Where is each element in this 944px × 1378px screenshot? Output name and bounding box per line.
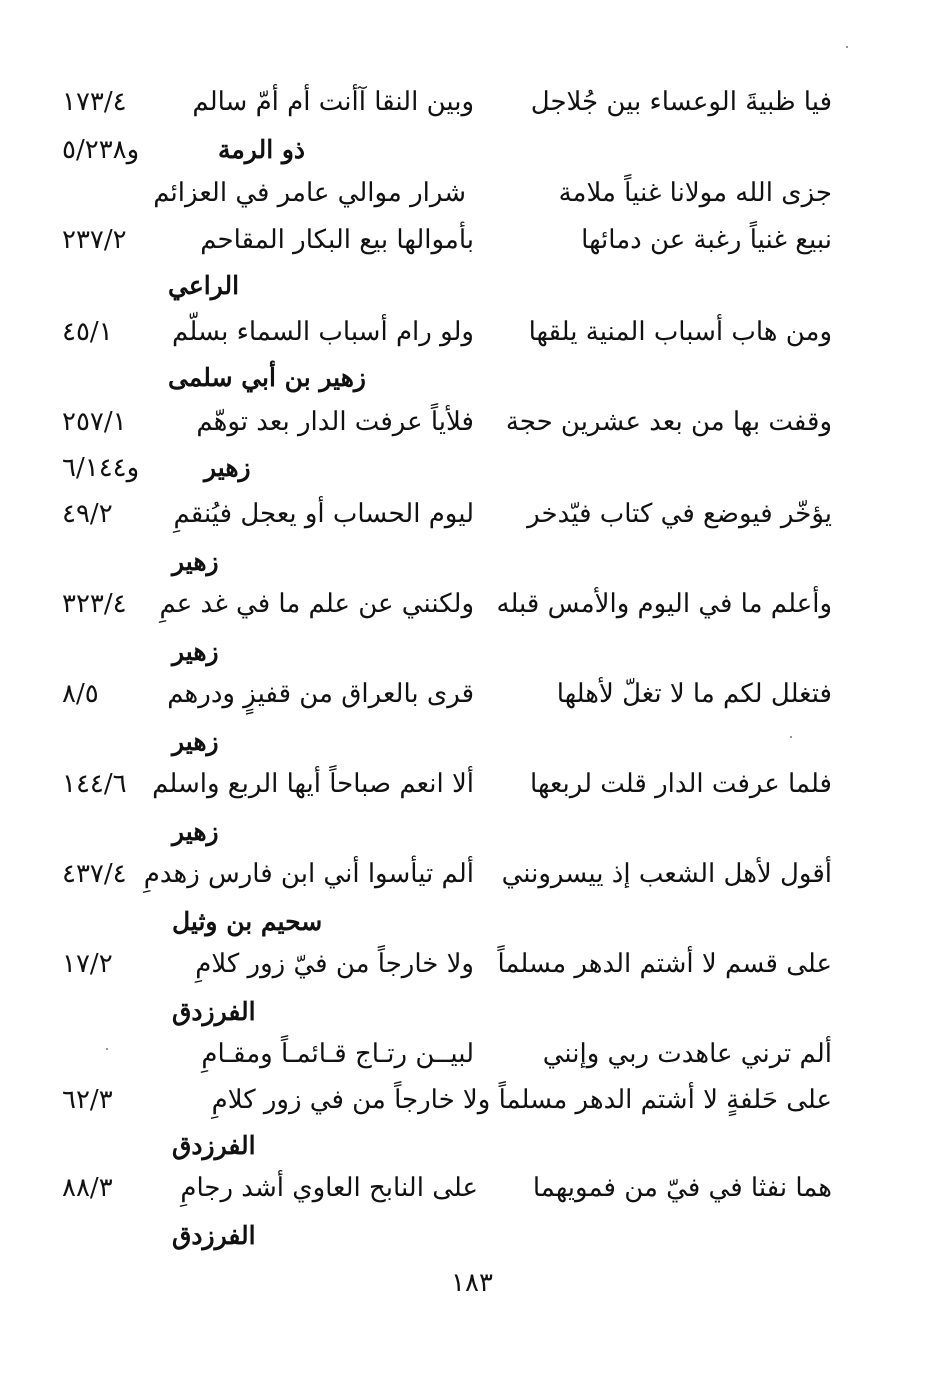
verse-line bbox=[0, 756, 944, 812]
poet-name: زهير bbox=[172, 817, 219, 846]
volume-page-reference: ٢٥٧/١ bbox=[62, 407, 127, 437]
hemistich-second: ألا انعم صباحاً أيها الربع واسلم bbox=[152, 769, 474, 799]
hemistich-second: ألم تيأسوا أني ابن فارس زهدمِ bbox=[143, 859, 474, 889]
hemistich-second: ولو رام أسباب السماء بسلّم bbox=[172, 317, 474, 347]
volume-page-reference: ٤٣٧/٤ bbox=[62, 859, 127, 889]
hemistich-first: على حَلفةٍ لا أشتم الدهر مسلماً ولا خارجاً من في زور كلامِ bbox=[211, 1085, 832, 1115]
verse-line bbox=[0, 304, 944, 360]
volume-page-reference: و٥/٢٣٨ bbox=[62, 135, 140, 165]
verse-line bbox=[0, 936, 944, 992]
hemistich-first: هما نفثا في فيّ من فمويهما bbox=[532, 1173, 832, 1203]
poet-name: زهير bbox=[172, 547, 219, 576]
poet-name: زهير bbox=[172, 727, 219, 756]
speck-mark bbox=[846, 46, 848, 48]
hemistich-second: على النابح العاوي أشد رجامِ bbox=[180, 1173, 478, 1203]
hemistich-first: جزى الله مولانا غنياً ملامة bbox=[558, 178, 832, 208]
volume-page-reference: ٨/٥ bbox=[62, 679, 99, 709]
hemistich-second: لبيــن رتـاج قـائمـاً ومقـامِ bbox=[201, 1039, 474, 1069]
poet-name: الفرزدق bbox=[172, 1131, 256, 1160]
volume-page-reference: ٨٨/٣ bbox=[62, 1173, 113, 1203]
verse-line bbox=[0, 576, 944, 632]
poet-name: ذو الرمة bbox=[218, 135, 306, 164]
volume-page-reference: ١٧٣/٤ bbox=[62, 87, 127, 117]
verse-line bbox=[0, 1072, 944, 1128]
poet-name: الفرزدق bbox=[172, 997, 256, 1026]
verse-line bbox=[0, 666, 944, 722]
volume-page-reference: ١٧/٢ bbox=[62, 949, 113, 979]
hemistich-first: وقفت بها من بعد عشرين حجة bbox=[505, 407, 832, 437]
poet-name: سحيم بن وثيل bbox=[172, 907, 323, 936]
hemistich-first: أقول لأهل الشعب إذ ييسرونني bbox=[501, 859, 832, 889]
volume-page-reference: ٦٢/٣ bbox=[62, 1085, 113, 1115]
hemistich-first: على قسم لا أشتم الدهر مسلماً bbox=[497, 949, 832, 979]
speck-mark bbox=[106, 1048, 108, 1050]
verse-line bbox=[0, 1160, 944, 1216]
poet-name: زهير bbox=[172, 637, 219, 666]
volume-page-reference: و٦/١٤٤ bbox=[62, 453, 140, 483]
volume-page-reference: ٣٢٣/٤ bbox=[62, 589, 127, 619]
hemistich-second: شرار موالي عامر في العزائم bbox=[153, 178, 466, 208]
hemistich-second: قرى بالعراق من قفيزٍ ودرهم bbox=[167, 679, 474, 709]
hemistich-second: ولا خارجاً من فيّ زور كلامِ bbox=[195, 949, 474, 979]
poet-name: زهير بن أبي سلمى bbox=[168, 363, 366, 392]
hemistich-second: ليوم الحساب أو يعجل فيُنقمِ bbox=[173, 499, 474, 529]
hemistich-first: ومن هاب أسباب المنية يلقها bbox=[528, 317, 832, 347]
hemistich-first: نبيع غنياً رغبة عن دمائها bbox=[581, 225, 832, 255]
poet-line bbox=[0, 446, 944, 490]
hemistich-first: فلما عرفت الدار قلت لربعها bbox=[530, 769, 832, 799]
speck-mark bbox=[790, 736, 792, 738]
hemistich-first: وأعلم ما في اليوم والأمس قبله bbox=[496, 589, 832, 619]
hemistich-first: يؤخّر فيوضع في كتاب فيّدخر bbox=[527, 499, 832, 529]
hemistich-first: ألم ترني عاهدت ربي وإنني bbox=[542, 1039, 832, 1069]
poet-name: الراعي bbox=[168, 271, 240, 300]
hemistich-first: فيا ظبيةَ الوعساء بين جُلاجل bbox=[530, 87, 832, 117]
hemistich-first: فتغلل لكم ما لا تغلّ لأهلها bbox=[556, 679, 832, 709]
verse-line bbox=[0, 846, 944, 902]
hemistich-second: وبين النقا آأنت أم أمّ سالم bbox=[192, 87, 474, 117]
verse-line bbox=[0, 74, 944, 130]
volume-page-reference: ٤٥/١ bbox=[62, 317, 113, 347]
page-number: ١٨٣ bbox=[451, 1268, 493, 1298]
hemistich-second: ولكنني عن علم ما في غد عمِ bbox=[159, 589, 474, 619]
hemistich-second: بأموالها بيع البكار المقاحم bbox=[200, 225, 474, 255]
hemistich-second: فلأياً عرفت الدار بعد توهّم bbox=[196, 407, 474, 437]
volume-page-reference: ٤٩/٢ bbox=[62, 499, 113, 529]
volume-page-reference: ٢٣٧/٢ bbox=[62, 225, 127, 255]
poet-name: زهير bbox=[204, 453, 251, 482]
poet-name: الفرزدق bbox=[172, 1221, 256, 1250]
verse-line bbox=[0, 394, 944, 450]
verse-line bbox=[0, 486, 944, 542]
verse-line bbox=[0, 212, 944, 268]
volume-page-reference: ١٤٤/٦ bbox=[62, 769, 127, 799]
